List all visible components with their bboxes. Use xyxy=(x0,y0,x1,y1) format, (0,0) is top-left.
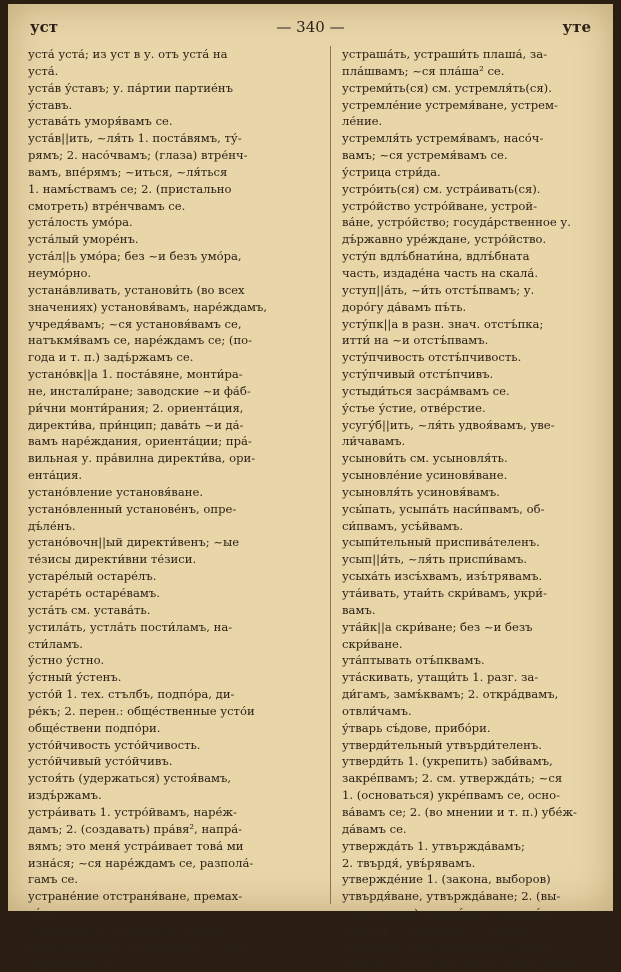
dictionary-entry xyxy=(28,888,318,922)
dictionary-entry xyxy=(342,669,604,720)
dictionary-entry xyxy=(28,669,318,686)
dictionary-entry xyxy=(28,113,318,130)
entry-line: скри́ване. xyxy=(342,636,403,651)
entry-line: пла́швамъ; ~ся пла́ша² се. xyxy=(342,63,505,78)
entry-line: у́стно у́стно. xyxy=(28,653,105,668)
dictionary-entry xyxy=(342,838,604,872)
entry-line: устрани́ть, устраня́ть отстраня́- xyxy=(28,922,223,937)
dictionary-entry xyxy=(28,248,318,282)
dictionary-entry xyxy=(28,80,318,114)
entry-line: вамъ, впе́рямъ; ~иться, ~ля́ться xyxy=(28,164,228,179)
dictionary-entry xyxy=(342,871,604,922)
dictionary-entry xyxy=(342,316,604,350)
entry-line: не, инстали́ране; заводские ~и фа́б- xyxy=(28,383,251,398)
entry-line: утверди́тельный утвърди́теленъ. xyxy=(342,737,542,752)
dictionary-entry xyxy=(342,585,604,619)
entry-line: (убежать, уйти) избъ́гвамъ, спася́- xyxy=(342,939,553,954)
dictionary-entry xyxy=(342,568,604,585)
entry-line: дъ́ржавно уре́ждане, устро́йство. xyxy=(342,232,547,247)
entry-line: утвержда́ть 1. утвържда́вамъ; xyxy=(342,838,525,853)
dictionary-entry xyxy=(342,198,604,249)
entry-line: усыпи́тельный приспива́теленъ. xyxy=(342,535,540,550)
column-divider xyxy=(330,46,331,904)
entry-line: натъкмя́вамъ се, наре́ждамъ се; (по- xyxy=(28,333,253,348)
entry-line: устано́вк||а 1. поста́вяне, монти́ра- xyxy=(28,367,243,382)
dictionary-entry xyxy=(342,737,604,754)
entry-line: усыновля́ть усиновя́вамъ. xyxy=(342,484,500,499)
dictionary-entry xyxy=(342,467,604,484)
entry-line: усто́йчивость усто́йчивость. xyxy=(28,737,201,752)
left-column xyxy=(28,46,318,972)
entry-line: 1. намъ́ствамъ се; 2. (пристально xyxy=(28,181,232,196)
entry-line: дамъ; 2. (создавать) пра́вя², напра́- xyxy=(28,821,243,836)
entry-line: устреми́ть(ся) см. устремля́ть(ся). xyxy=(342,80,552,95)
entry-line: ди́гамъ, замъ́квамъ; 2. откра́двамъ, xyxy=(342,687,559,702)
entry-line: устано́вочн||ый директи́венъ; ~ые xyxy=(28,535,240,550)
entry-line: неумо́рно. xyxy=(28,265,92,280)
entry-line: ута́йк||а скри́ване; без ~и безъ xyxy=(342,619,533,634)
entry-line: сти́ламъ. xyxy=(28,636,83,651)
dictionary-entry xyxy=(28,231,318,248)
entry-line: устро́йство устро́йване, устрой- xyxy=(342,198,537,213)
page-number: — 340 — xyxy=(276,18,345,36)
entry-line: обще́ствени подпо́ри. xyxy=(28,720,161,735)
entry-line: усыха́ть изсъ́хвамъ, изъ́трявамъ. xyxy=(342,569,543,584)
entry-line: ва́вамъ се; 2. (во мнении и т. п.) убе́ж- xyxy=(342,804,577,819)
entry-line: отвли́чамъ. xyxy=(342,703,412,718)
dictionary-entry xyxy=(342,922,604,972)
dictionary-entry xyxy=(342,349,604,366)
dictionary-entry xyxy=(342,383,604,400)
entry-line: доро́гу да́вамъ пъ́ть. xyxy=(342,299,467,314)
entry-line: те́зисы директи́вни те́зиси. xyxy=(28,552,197,567)
entry-line: ента́ция. xyxy=(28,468,83,483)
entry-line: вамъ се съ бъ́гство; мно́го воды утекло́ xyxy=(342,956,581,971)
entry-line: ва́не, устро́йство; госуда́рственное у. xyxy=(342,215,571,230)
entry-line: у́стье у́стие, отве́рстие. xyxy=(342,400,486,415)
entry-line: устро́ить(ся) см. устра́ивать(ся). xyxy=(342,181,541,196)
dictionary-entry xyxy=(342,534,604,551)
dictionary-entry xyxy=(342,652,604,669)
entry-line: утека́ть 1. изти́чамъ; 2. перен. xyxy=(342,922,530,937)
entry-line: рямъ; 2. насо́чвамъ; (глаза) втре́нч- xyxy=(28,148,248,163)
entry-line: уста́в||ить, ~ля́ть 1. поста́вямъ, ту́- xyxy=(28,131,242,146)
entry-line: усып||и́ть, ~ля́ть приспи́вамъ. xyxy=(342,552,528,567)
dictionary-entry xyxy=(28,214,318,231)
dictionary-entry xyxy=(28,46,318,80)
entry-line: устраша́ть, устраши́ть плаша́, за- xyxy=(342,47,548,61)
dictionary-entry xyxy=(28,130,318,214)
entry-line: вамъ. xyxy=(342,602,376,617)
dictionary-entry xyxy=(342,450,604,467)
entry-line: устаре́ть остаре́вамъ. xyxy=(28,586,160,600)
entry-line: часть, издаде́на часть на скала́. xyxy=(342,265,539,280)
entry-line: усту́пчивый отстъ́пчивъ. xyxy=(342,367,494,382)
entry-line: вамъ наре́ждания, ориента́ции; пра́- xyxy=(28,434,252,449)
dictionary-entry xyxy=(342,619,604,653)
entry-line: утвърдя́ване, утвържда́ване; 2. (вы- xyxy=(342,889,561,904)
entry-line: гамъ се. xyxy=(28,872,79,887)
dictionary-entry xyxy=(342,720,604,737)
dictionary-entry xyxy=(28,770,318,804)
entry-line: устра́ивать 1. устро́йвамъ, наре́ж- xyxy=(28,804,237,819)
entry-line: ли́чавамъ. xyxy=(342,434,406,449)
dictionary-entry xyxy=(28,602,318,619)
dictionary-entry xyxy=(342,501,604,535)
entry-line: 2. твърдя́, увъ́рявамъ. xyxy=(342,855,476,870)
entry-line: у́стрица стри́да. xyxy=(342,164,441,179)
entry-line: устано́вленный установе́нъ, опре- xyxy=(28,501,237,516)
entry-line: вамъ, ма́хвамъ, према́хвамъ; ~ся от- xyxy=(28,939,252,954)
entry-line: смотреть) втре́нчвамъ се. xyxy=(28,198,186,213)
dictionary-entry xyxy=(342,400,604,417)
dictionary-entry xyxy=(28,568,318,585)
entry-line: уста́ уста́; из уст в у. отъ уста́ на xyxy=(28,47,228,61)
entry-line: устремле́ние устремя́ване, устрем- xyxy=(342,97,558,112)
entry-line: итти́ на ~и отстъ́пвамъ. xyxy=(342,333,489,348)
dictionary-entry xyxy=(28,366,318,484)
entry-line: усту́пк||а в разн. знач. отстъ́пка; xyxy=(342,316,544,331)
dictionary-entry xyxy=(28,534,318,568)
dictionary-entry xyxy=(28,737,318,754)
entry-line: у́стный у́стенъ. xyxy=(28,670,122,685)
dictionary-entry xyxy=(342,282,604,316)
dictionary-entry xyxy=(342,248,604,282)
right-column xyxy=(342,46,604,972)
entry-line: уста́лый уморе́нъ. xyxy=(28,232,139,247)
entry-line: ри́чни монти́рания; 2. ориента́ция, xyxy=(28,400,244,415)
entry-line: издъ́ржамъ. xyxy=(28,788,102,803)
entry-line: устано́вление установя́ване. xyxy=(28,484,204,499)
entry-line: устране́ние отстраня́ване, премах- xyxy=(28,889,243,904)
dictionary-entry xyxy=(342,753,604,837)
dictionary-entry xyxy=(342,164,604,181)
dictionary-entry xyxy=(342,366,604,383)
entry-line: усугу́б||ить, ~ля́ть удвоя́вамъ, уве- xyxy=(342,417,555,432)
dictionary-entry xyxy=(342,80,604,97)
entry-line: устаре́лый остаре́лъ. xyxy=(28,569,157,584)
header-right-guide-word: уте xyxy=(562,18,591,36)
entry-line: си́пвамъ, усъ́йвамъ. xyxy=(342,518,464,533)
dictionary-entry xyxy=(342,97,604,131)
entry-line: устила́ть, устла́ть пости́ламъ, на- xyxy=(28,619,233,634)
entry-line: директи́ва, при́нцип; дава́ть ~и да́- xyxy=(28,417,244,432)
entry-line: ре́къ; 2. перен.: обще́ственные усто́и xyxy=(28,703,255,718)
page-header xyxy=(8,18,613,42)
dictionary-entry xyxy=(28,686,318,737)
dictionary-entry xyxy=(342,551,604,568)
entry-line: усту́п вдлъ́бнати́на, вдлъ́бната xyxy=(342,249,530,264)
dictionary-entry xyxy=(342,46,604,80)
entry-line: усто́й 1. тех. стълбъ, подпо́ра, ди- xyxy=(28,687,235,702)
entry-line: уста́в у́ставъ; у. па́ртии партие́нъ xyxy=(28,80,233,95)
entry-line: ута́скивать, утащи́ть 1. разг. за- xyxy=(342,670,539,685)
entry-line: усту́пчивость отстъ́пчивость. xyxy=(342,350,522,365)
entry-line: усынови́ть см. усыновля́ть. xyxy=(342,451,508,466)
entry-line: устава́ть уморя́вамъ се. xyxy=(28,114,173,129)
dictionary-entry xyxy=(342,181,604,198)
entry-line: усыновле́ние усиновя́ване. xyxy=(342,468,508,483)
dictionary-entry xyxy=(28,484,318,501)
dictionary-entry xyxy=(28,804,318,888)
dictionary-entry xyxy=(342,484,604,501)
entry-line: устыди́ться засра́мвамъ се. xyxy=(342,383,510,398)
dictionary-entry xyxy=(28,501,318,535)
entry-line: ле́ние. xyxy=(342,114,383,129)
entry-line: у́ставъ. xyxy=(28,97,73,112)
entry-line: устремля́ть устремя́вамъ, насо́ч- xyxy=(342,131,544,146)
dictionary-page xyxy=(8,4,613,971)
entry-line: уста́ть см. устава́ть. xyxy=(28,602,151,617)
dictionary-entry xyxy=(28,753,318,770)
dictionary-entry xyxy=(28,619,318,653)
entry-line: вамъ; ~ся устремя́вамъ се. xyxy=(342,148,508,163)
entry-line: уступ||а́ть, ~и́ть отстъ́пвамъ; у. xyxy=(342,282,535,297)
entry-line: устана́вливать, установи́ть (во всех xyxy=(28,282,245,297)
entry-line: уста́. xyxy=(28,63,59,78)
header-left-guide-word: уст xyxy=(30,18,59,36)
entry-line: ута́птывать отъ́пквамъ. xyxy=(342,653,485,668)
entry-line: вямъ; это меня́ устра́ивает това́ ми xyxy=(28,838,244,853)
entry-line: дъ́ле́нъ. xyxy=(28,518,76,533)
dictionary-entry xyxy=(28,282,318,366)
dictionary-entry xyxy=(28,652,318,669)
entry-line: значениях) установя́вамъ, наре́ждамъ, xyxy=(28,299,268,314)
entry-line: вильная у. пра́вилна директи́ва, ори- xyxy=(28,451,256,466)
entry-line: ва́не. xyxy=(28,906,60,921)
entry-line: учредя́вамъ; ~ся установя́вамъ се, xyxy=(28,316,242,331)
entry-line: усто́йчивый усто́йчивъ. xyxy=(28,754,173,769)
entry-line: страня́вамъ се. xyxy=(28,956,121,971)
dictionary-entry xyxy=(342,130,604,164)
entry-line: ута́ивать, утаи́ть скри́вамъ, укри́- xyxy=(342,586,547,600)
entry-line: уста́л||ь умо́ра; без ~и безъ умо́ра, xyxy=(28,249,242,264)
entry-line: закре́пвамъ; 2. см. утвержда́ть; ~ся xyxy=(342,771,563,786)
entry-line: устоя́ть (удержаться) устоя́вамъ, xyxy=(28,771,232,786)
dictionary-entry xyxy=(28,922,318,972)
entry-line: усы́пать, усыпа́ть наси́пвамъ, об- xyxy=(342,501,545,516)
entry-line: утвержде́ние 1. (закона, выборов) xyxy=(342,872,551,887)
entry-line: сказывание) твърде́ние, изказва́не. xyxy=(342,906,560,921)
entry-line: у́тварь съ́дове, прибо́ри. xyxy=(342,720,491,735)
entry-line: года и т. п.) задъ́ржамъ се. xyxy=(28,350,194,365)
entry-line: изна́ся; ~ся наре́ждамъ се, разпола́- xyxy=(28,855,254,870)
entry-line: да́вамъ се. xyxy=(342,821,407,836)
dictionary-entry xyxy=(28,585,318,602)
entry-line: уста́лость умо́ра. xyxy=(28,215,133,230)
dictionary-entry xyxy=(342,417,604,451)
entry-line: 1. (основаться) укре́пвамъ се, осно- xyxy=(342,788,561,803)
entry-line: утверди́ть 1. (укрепить) заби́вамъ, xyxy=(342,754,553,769)
